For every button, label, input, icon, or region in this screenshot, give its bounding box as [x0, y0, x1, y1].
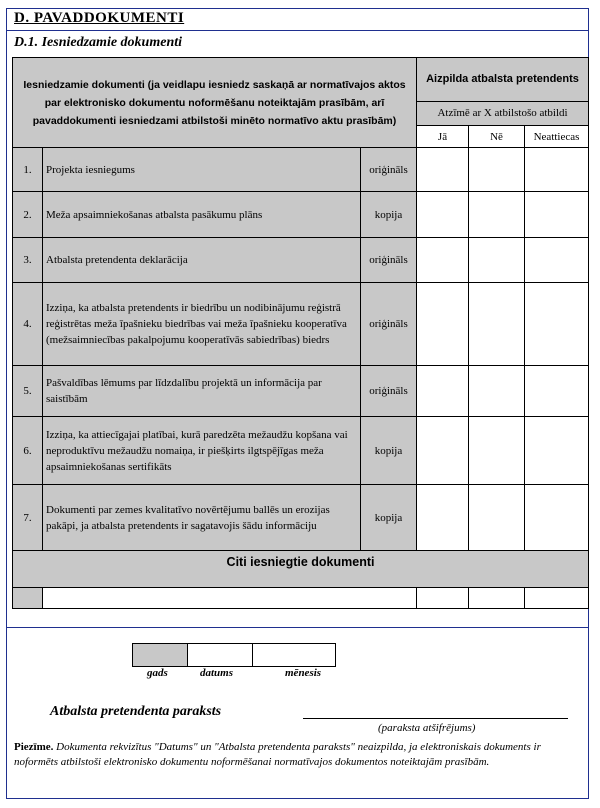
table-row: [13, 417, 589, 485]
answer-ja-cell[interactable]: [417, 192, 469, 238]
note-label: Piezīme.: [14, 741, 54, 753]
table-row: [13, 238, 589, 283]
row-type: oriģināls: [361, 366, 417, 417]
answer-ne-cell[interactable]: [469, 148, 525, 192]
table-row: [13, 148, 589, 192]
row-text: Atbalsta pretendenta deklarācija: [43, 238, 361, 283]
answer-neattiecas-cell[interactable]: [525, 485, 589, 551]
row-number: 2.: [13, 192, 43, 238]
answer-neattiecas-cell[interactable]: [525, 192, 589, 238]
answer-ja-cell[interactable]: [417, 283, 469, 366]
year-label: gads: [147, 667, 168, 679]
answer-neattiecas-cell[interactable]: [525, 283, 589, 366]
answer-ja-cell[interactable]: [417, 366, 469, 417]
note: [14, 740, 579, 770]
month-label: mēnesis: [285, 667, 322, 679]
date-box[interactable]: [187, 643, 253, 667]
row-number: 3.: [13, 238, 43, 283]
documents-table: [12, 57, 589, 609]
column-ja: Jā: [417, 126, 469, 148]
year-box[interactable]: [132, 643, 188, 667]
row-text: Izziņa, ka atbalsta pretendents ir biedrību un nodibinājumu reģistrā reģistrētas meža īpašnieku biedrības vai meža īpašnieku kooperatīva (mežsaimniecības pakalpojumu kooperatīvās sabiedrības) biedrs: [43, 283, 361, 366]
table-header-main: Iesniedzamie dokumenti (ja veidlapu iesniedz saskaņā ar normatīvajos aktos par elektronisko dokumentu noformēšanu noteiktajām prasībām, arī pavaddokumenti iesniedzami atbilstoši minēto normatīvo aktu prasībām): [13, 58, 417, 148]
answer-ne-cell[interactable]: [469, 238, 525, 283]
row-number: 5.: [13, 366, 43, 417]
answer-ja-cell[interactable]: [417, 417, 469, 485]
row-number: 7.: [13, 485, 43, 551]
note-text: Dokumenta rekvizītus "Datums" un "Atbalsta pretendenta paraksts" neaizpilda, ja elektroniskais dokuments ir noformēts atbilstoši elektronisko dokumentu noformēšanai normatīvajos dokumentos noteiktajām prasībām.: [14, 741, 541, 768]
answer-ne-cell[interactable]: [469, 283, 525, 366]
row-type: kopija: [361, 485, 417, 551]
table-header-right: Aizpilda atbalsta pretendents: [417, 58, 589, 102]
table-bottom-divider: [7, 627, 588, 628]
answer-ja-cell[interactable]: [417, 485, 469, 551]
answer-ne-cell[interactable]: [469, 366, 525, 417]
other-documents-title: Citi iesniegtie dokumenti: [13, 551, 589, 588]
row-type: oriģināls: [361, 283, 417, 366]
row-type: oriģināls: [361, 238, 417, 283]
signature-caption: (paraksta atšifrējums): [378, 722, 476, 734]
table-row: [13, 485, 589, 551]
row-text: Projekta iesniegums: [43, 148, 361, 192]
signature-line[interactable]: [303, 718, 568, 719]
table-row: [13, 366, 589, 417]
row-number: 6.: [13, 417, 43, 485]
answer-ne-cell[interactable]: [469, 417, 525, 485]
table-row: [13, 283, 589, 366]
title-divider: [7, 30, 588, 31]
other-documents-row: [13, 588, 589, 609]
table-header-mark: Atzīmē ar X atbilstošo atbildi: [417, 101, 589, 125]
answer-ja-cell[interactable]: [417, 238, 469, 283]
row-number: 4.: [13, 283, 43, 366]
answer-neattiecas-cell[interactable]: [525, 148, 589, 192]
section-subtitle: D.1. Iesniedzamie dokumenti: [14, 35, 183, 50]
signature-label: Atbalsta pretendenta paraksts: [50, 704, 222, 719]
answer-neattiecas-cell[interactable]: [525, 588, 589, 609]
row-type: oriģināls: [361, 148, 417, 192]
answer-neattiecas-cell[interactable]: [525, 417, 589, 485]
row-type: kopija: [361, 417, 417, 485]
other-document-name-cell[interactable]: [43, 588, 417, 609]
answer-neattiecas-cell[interactable]: [525, 238, 589, 283]
answer-ja-cell[interactable]: [417, 588, 469, 609]
row-type: kopija: [361, 192, 417, 238]
row-text: Meža apsaimniekošanas atbalsta pasākumu plāns: [43, 192, 361, 238]
answer-ne-cell[interactable]: [469, 588, 525, 609]
row-text: Pašvaldības lēmums par līdzdalību projektā un informācija par saistībām: [43, 366, 361, 417]
column-ne: Nē: [469, 126, 525, 148]
column-neattiecas: Neattiecas: [525, 126, 589, 148]
answer-neattiecas-cell[interactable]: [525, 366, 589, 417]
row-number: 1.: [13, 148, 43, 192]
other-row-number-cell: [13, 588, 43, 609]
date-label: datums: [200, 667, 234, 679]
table-row: [13, 192, 589, 238]
section-title: D. PAVADDOKUMENTI: [14, 10, 185, 26]
answer-ne-cell[interactable]: [469, 192, 525, 238]
month-box[interactable]: [252, 643, 336, 667]
row-text: Dokumenti par zemes kvalitatīvo novērtējumu ballēs un erozijas pakāpi, ja atbalsta pretendents ir sagatavojis šādu informāciju: [43, 485, 361, 551]
answer-ne-cell[interactable]: [469, 485, 525, 551]
row-text: Izziņa, ka attiecīgajai platībai, kurā paredzēta mežaudžu kopšana vai neproduktīvu mežaudžu nomaiņa, ir piešķirts ilgtspējīgas meža apsaimniekošanas sertifikāts: [43, 417, 361, 485]
answer-ja-cell[interactable]: [417, 148, 469, 192]
